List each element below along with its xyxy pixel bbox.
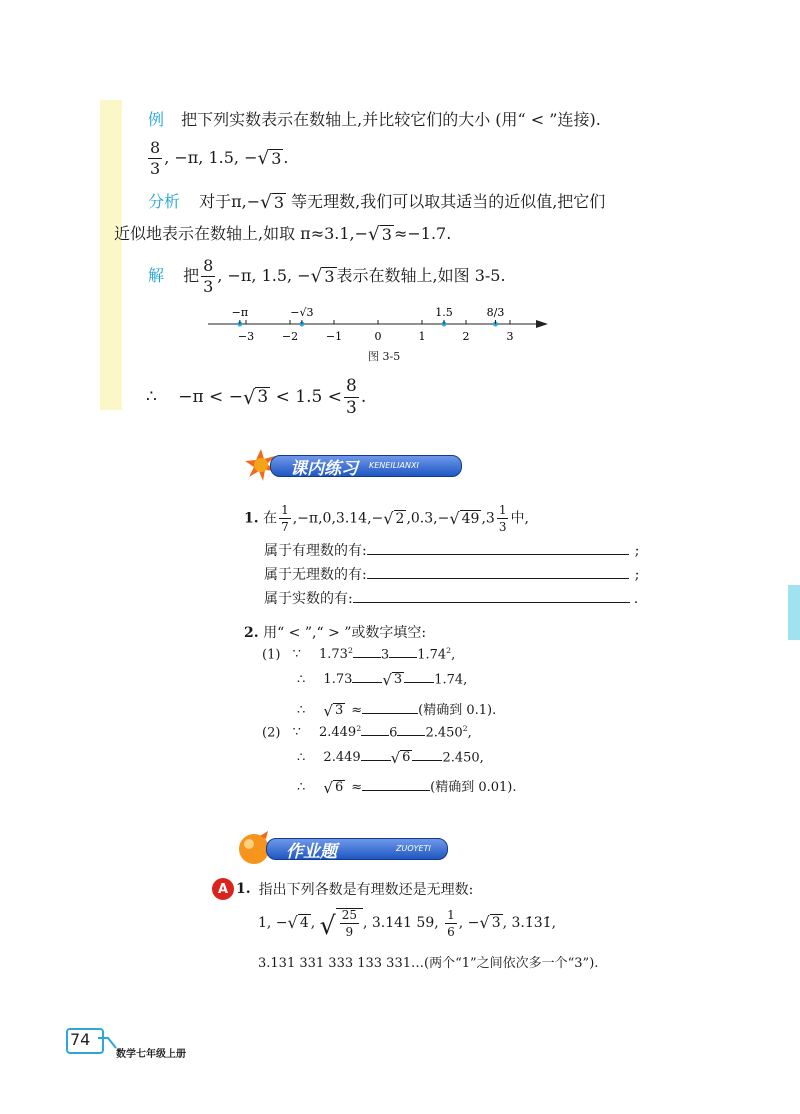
real-row: 属于实数的有: . xyxy=(264,591,639,607)
number-line-point-label: −√3 xyxy=(290,306,314,319)
homework-title: 作业题 xyxy=(286,842,337,862)
irrational-row: 属于无理数的有: ; xyxy=(264,567,640,583)
analysis-line-2: 近似地表示在数轴上,如取 π≈3.1,− √ 3 ≈−1.7. xyxy=(114,223,452,245)
chapter-side-tab xyxy=(788,585,800,640)
fraction-8-3: $\frac{8}{3}$ xyxy=(150,138,161,178)
number-line-point-label: −π xyxy=(231,306,249,319)
ex2-part2-line3: ∴ √ 6 ≈ (精确到 0.01). xyxy=(297,778,517,797)
number-line-tick-label: 1 xyxy=(418,330,426,343)
rational-blank[interactable] xyxy=(367,553,629,555)
analysis-line-1: 分析 对于π,− √ 3 等无理数,我们可以取其适当的近似值,把它们 xyxy=(148,191,606,213)
conclusion-line: ∴ −π < − √ 3 < 1.5 < $\frac{8}{3}$ . xyxy=(146,376,367,418)
irrational-blank[interactable] xyxy=(367,577,629,579)
homework-1-title: A 1. 指出下列各数是有理数还是无理数: xyxy=(212,878,473,900)
number-line-tick-label: −1 xyxy=(325,330,343,343)
example-label: 例 xyxy=(148,110,165,129)
practice-subtitle: KENEILIANXI xyxy=(369,461,419,470)
section-banner-practice xyxy=(244,448,460,482)
number-line-point-label: 8/3 xyxy=(486,306,505,319)
sqrt-3: √ 3 xyxy=(257,147,282,169)
number-line-point-label: 1.5 xyxy=(435,306,453,319)
number-line-tick-label: 2 xyxy=(462,330,470,343)
page-number: 74 xyxy=(70,1030,91,1049)
homework-subtitle: ZUOYETI xyxy=(396,844,431,853)
ex2-part2-line1: (2) ∵ 2.449$^2$ 6 2.450$^2$, xyxy=(262,724,472,741)
solution-line: 解 把 $\frac{8}{3}$ , −π, 1.5, − √ 3 表示在数轴上,如图 3-5. xyxy=(148,256,506,296)
practice-title: 课内练习 xyxy=(290,459,358,479)
rational-row: 属于有理数的有: ; xyxy=(264,543,640,559)
ex2-part1-line2: ∴ 1.73 √ 3 1.74, xyxy=(297,670,468,689)
example-text: 把下列实数表示在数轴上,并比较它们的大小 (用“ < ”连接). xyxy=(181,110,601,129)
analysis-label: 分析 xyxy=(148,192,181,211)
number-line-arrow xyxy=(536,320,548,328)
homework-1-line2: 3.131 331 333 133 331…(两个“1”之间依次多一个“3”). xyxy=(258,956,599,971)
section-banner-homework xyxy=(236,830,448,866)
ex2-part1-line1: (1) ∵ 1.73$^2$ 3 1.74$^2$, xyxy=(262,646,456,663)
number-line-tick-label: 0 xyxy=(374,330,382,343)
ex2-part1-line3: ∴ √ 3 ≈ (精确到 0.1). xyxy=(297,701,497,720)
example-heading xyxy=(148,110,601,129)
exercise-1: 1. 在 $\frac{1}{7}$ ,−π,0,3.14,− √ 2 ,0.3,− √ 49 ,3 $\frac{1}{3}$ 中, xyxy=(244,503,529,534)
solution-label: 解 xyxy=(148,266,165,285)
book-title: 数学七年级上册 xyxy=(116,1049,186,1060)
homework-1-numbers: 1, − √ 4 , √ $\frac{25}{9}$ , 3.141 59, $\frac{1}{6}$ , − √ 3 , 3.1̇31̇, xyxy=(258,907,557,940)
page-tab-corner-icon xyxy=(98,1036,118,1056)
number-line-tick-label: −2 xyxy=(281,330,299,343)
real-blank[interactable] xyxy=(353,601,630,603)
level-a-badge: A xyxy=(212,878,234,900)
number-line-tick-label: −3 xyxy=(237,330,255,343)
example-highlight-bar xyxy=(100,100,122,410)
ex2-part2-line2: ∴ 2.449 √ 6 2.450, xyxy=(297,748,484,767)
number-line-figure xyxy=(200,286,560,356)
figure-caption: 图 3-5 xyxy=(368,350,401,363)
exercise-2-title: 2. 用“ < ”,“ > ”或数字填空: xyxy=(244,625,427,641)
number-line-tick-label: 3 xyxy=(506,330,514,343)
example-numbers: $\frac{8}{3}$ , −π, 1.5, − √ 3 . xyxy=(150,138,289,178)
